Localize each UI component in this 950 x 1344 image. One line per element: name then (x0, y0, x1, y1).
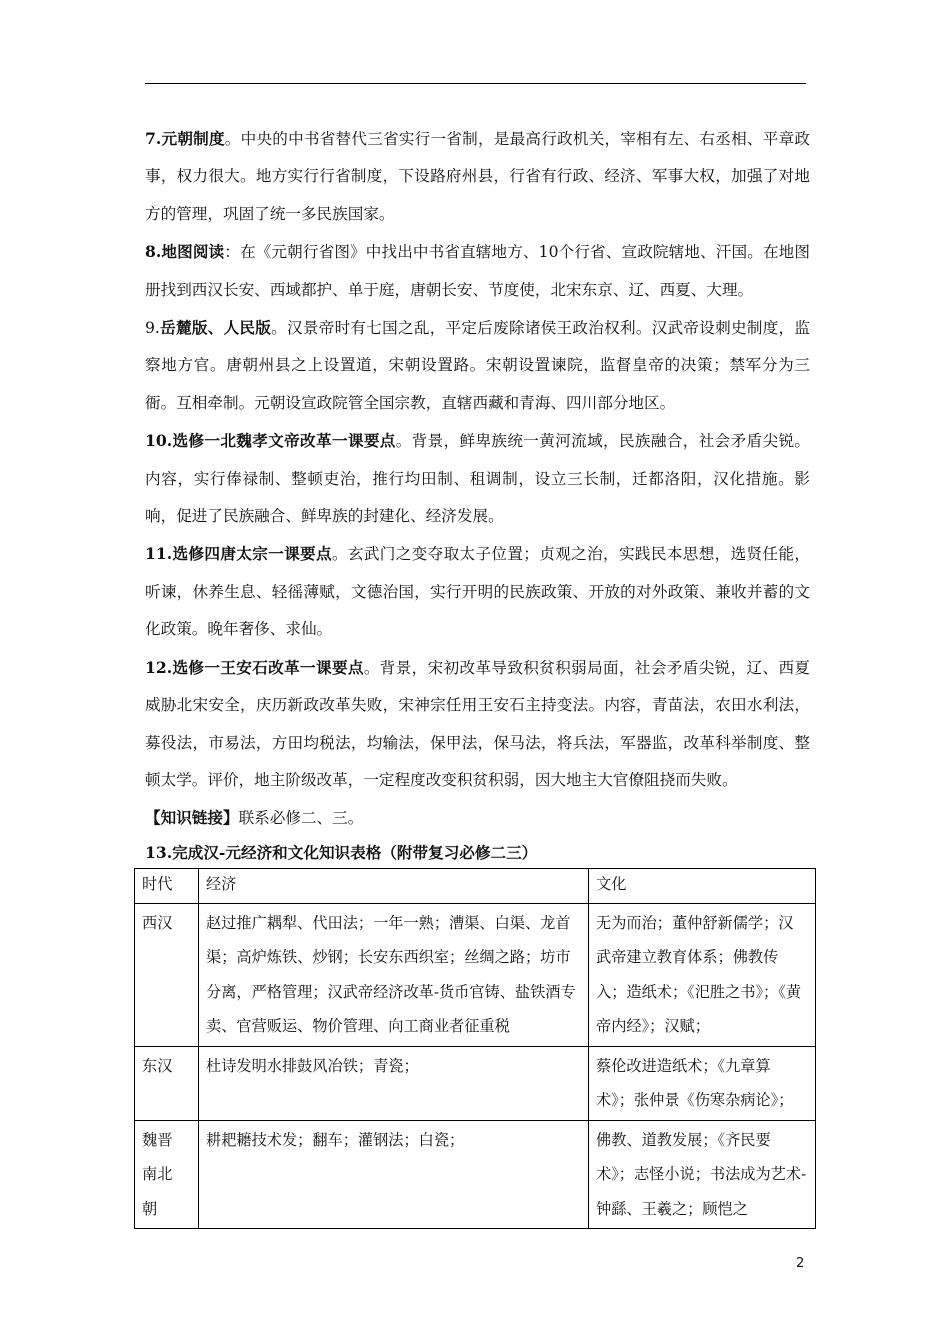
economy-cell: 耕耙耱技术发；翻车；灌钢法；白瓷； (199, 1120, 589, 1229)
header-culture: 文化 (589, 868, 816, 903)
paragraph-8 (145, 233, 810, 309)
paragraph-11 (145, 535, 810, 648)
paragraph-12 (145, 649, 810, 800)
table-caption: 13.完成汉-元经济和文化知识表格（附带复习必修二三） (145, 842, 538, 862)
paragraph-10 (145, 422, 810, 535)
culture-cell: 蔡伦改进造纸术；《九章算术》；张仲景《伤寒杂病论》； (589, 1046, 816, 1120)
table-row (135, 1120, 816, 1229)
paragraph-body: 。背景，宋初改革导致积贫积弱局面，社会矛盾尖锐，辽、西夏威胁北宋安全，庆历新政改革失败，宋神宗任用王安石主持变法。内容，青苗法，农田水利法，募役法，市易法，方田均税法，均输法，保甲法，保马法，将兵法，军器监，改革科举制度、整顿太学。评价，地主阶级改革，一定程度改变积贫积弱，因大地主大官僚阻挠而失败。 (145, 658, 810, 789)
table-header-row (135, 868, 816, 903)
paragraph-title: 岳麓版、人民版 (159, 318, 272, 338)
culture-cell: 无为而治；董仲舒新儒学；汉武帝建立教育体系；佛教传入；造纸术；《汜胜之书》；《黄帝内经》；汉赋； (589, 903, 816, 1046)
era-cell: 魏晋 南北 朝 (135, 1120, 199, 1229)
paragraph-body: 联系必修二、三。 (238, 809, 364, 828)
era-cell: 西汉 (135, 903, 199, 1046)
paragraph-title: 10.选修一北魏孝文帝改革一课要点 (145, 431, 396, 451)
paragraph-title: 11.选修四唐太宗一课要点 (145, 544, 332, 564)
page-content (142, 120, 810, 1229)
knowledge-link (145, 799, 810, 837)
header-era: 时代 (135, 868, 199, 903)
economy-cell: 杜诗发明水排鼓风冶铁；青瓷； (199, 1046, 589, 1120)
era-cell: 东汉 (135, 1046, 199, 1120)
paragraph-body: 。中央的中书省替代三省实行一省制，是最高行政机关，宰相有左、右丞相、平章政事，权力很大。地方实行行省制度，下设路府州县，行省有行政、经济、军事大权，加强了对地方的管理，巩固了统一多民族国家。 (145, 130, 810, 223)
paragraph-9 (145, 309, 810, 422)
header-economy: 经济 (199, 868, 589, 903)
paragraph-title: 【知识链接】 (145, 808, 239, 828)
paragraph-body: 。玄武门之变夺取太子位置；贞观之治，实践民本思想，选贤任能，听谏，休养生息、轻徭薄赋，文德治国，实行开明的民族政策、开放的对外政策、兼收并蓄的文化政策。晚年奢侈、求仙。 (145, 545, 810, 639)
header-rule (145, 83, 806, 84)
knowledge-table (134, 868, 816, 1230)
table-row (135, 1046, 816, 1120)
paragraph-title: 7.元朝制度 (145, 129, 225, 148)
paragraph-body: ：在《元朝行省图》中找出中书省直辖地方、10个行省、宣政院辖地、汗国。在地图册找到西汉长安、西域都护、单于庭，唐朝长安、节度使，北宋东京、辽、西夏、大理。 (145, 243, 810, 299)
table-row (135, 903, 816, 1046)
paragraph-title: 12.选修一王安石改革一课要点 (145, 657, 364, 677)
paragraph-body: 。背景，鲜卑族统一黄河流域，民族融合，社会矛盾尖锐。内容，实行俸禄制、整顿吏治，推行均田制、租调制，设立三长制，迁都洛阳，汉化措施。影响，促进了民族融合、鲜卑族的封建化、经济发展。 (145, 432, 810, 526)
culture-cell: 佛教、道教发展；《齐民要术》；志怪小说；书法成为艺术-钟繇、王羲之；顾恺之 (589, 1120, 816, 1229)
paragraph-title: 8.地图阅读 (145, 242, 225, 262)
paragraph-body: 。汉景帝时有七国之乱，平定后废除诸侯王政治权利。汉武帝设刺史制度，监察地方官。唐朝州县之上设置道，宋朝设置路。宋朝设置谏院，监督皇帝的决策；禁军分为三衙。互相牵制。元朝设宣政院管全国宗教，直辖西藏和青海、四川部分地区。 (145, 319, 810, 412)
paragraph-7 (145, 120, 810, 233)
paragraph-number: 9. (145, 319, 160, 338)
economy-cell: 赵过推广耦犁、代田法；一年一熟；漕渠、白渠、龙首渠；高炉炼铁、炒钢；长安东西织室；丝绸之路；坊市分离，严格管理；汉武帝经济改革-货币官铸、盐铁酒专卖、官营贩运、物价管理、向工商业者征重税 (199, 903, 589, 1046)
page-number: 2 (796, 1256, 805, 1271)
